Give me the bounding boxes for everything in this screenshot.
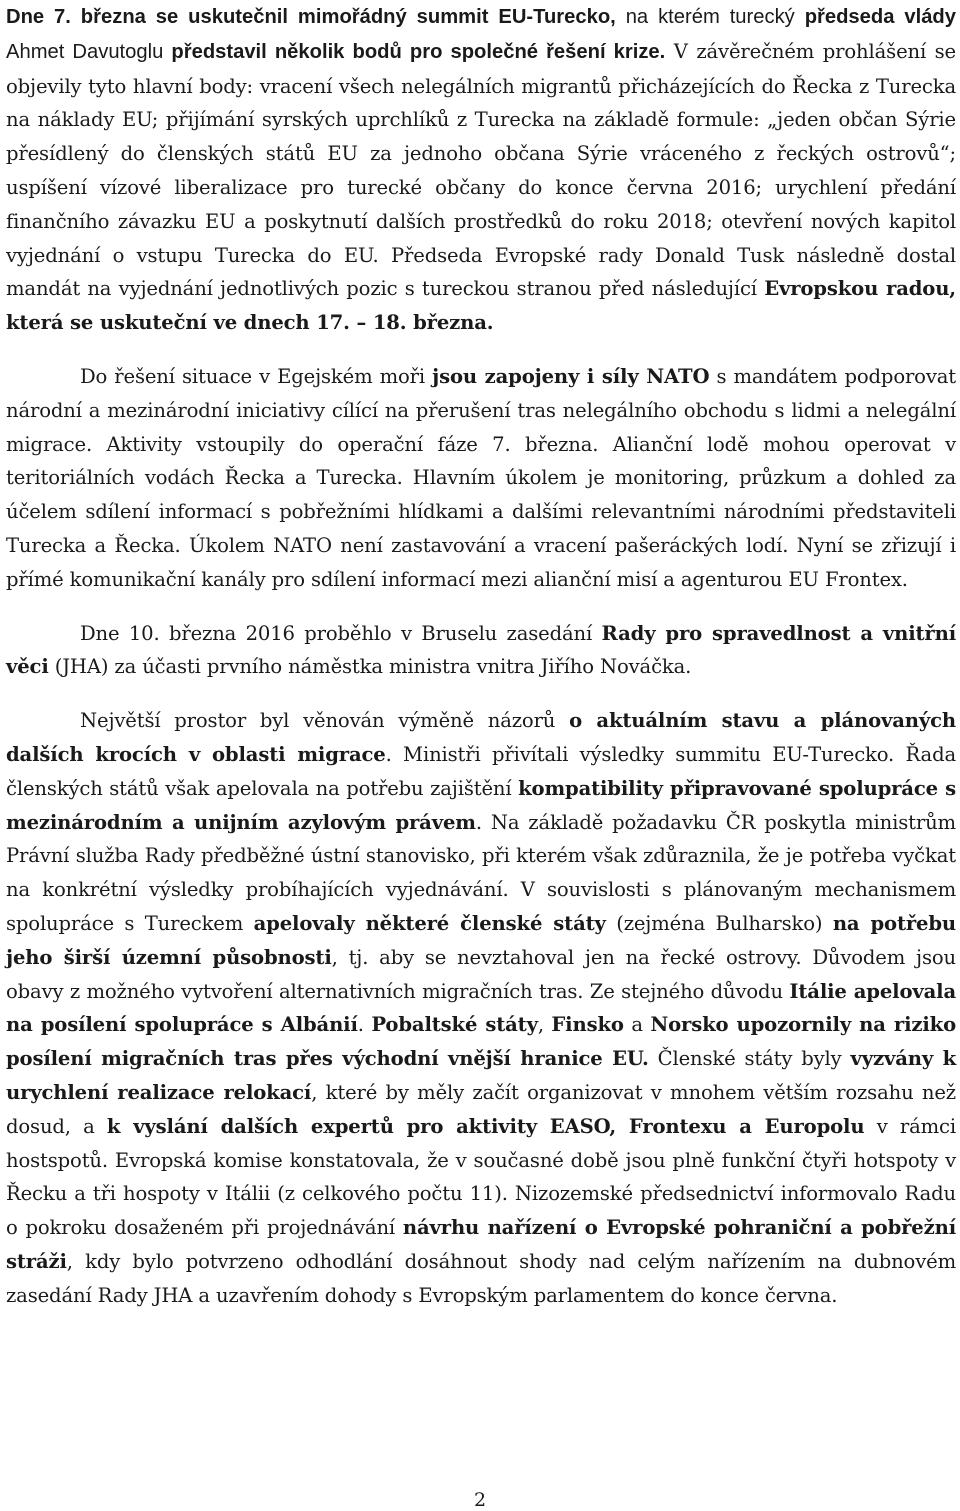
text-segment: v rámci hostspotů. Evropská komise konstatovala, že v současné době jsou plně funkční čtyři hotspoty v Řecku a tři hospoty v Itálii (z celkového počtu 11). Nizozemské předsednictví informovalo Radu o pokroku dosaženém při projednávání [6, 1114, 956, 1240]
text-segment: . Ministři přivítali výsledky summitu EU-Turecko. Řada členských států však apelovala na potřebu zajištění [6, 742, 956, 800]
paragraph-migration-discussion [6, 704, 956, 1312]
paragraph-jha-council [6, 617, 956, 685]
paragraph-nato-aegean [6, 360, 956, 597]
bold-text-segment: Dne 7. března se uskutečnil mimořádný summit EU-Turecko, [6, 6, 616, 28]
text-segment: . Na základě požadavku ČR poskytla ministrům Právní služba Rady předběžné ústní stanovisko, při kterém však zdůraznila, že je potřeba vyčkat na konkrétní výsledky probíhajících vyjednávání. V souvislosti s plánovaným mechanismem spolupráce s Tureckem [6, 810, 956, 935]
text-segment: , tj. aby se nevztahoval jen na řecké ostrovy. Důvodem jsou obavy z možného vytvoření alternativních migračních tras. Ze stejného důvodu [6, 945, 956, 1003]
text-segment: a [623, 1013, 651, 1037]
bold-text-segment: o aktuálním stavu a plánovaných dalších krocích v oblasti migrace [6, 709, 956, 766]
text-segment: Dne 10. března 2016 proběhlo v Bruselu zasedání [80, 621, 602, 645]
text-segment: (zejména Bulharsko) [605, 911, 833, 935]
text-segment: , které by měly začít organizovat v mnohem větším rozsahu než dosud, a [6, 1080, 956, 1138]
text-segment: , [537, 1013, 552, 1037]
page-number: 2 [473, 1489, 487, 1511]
bold-text-segment: Finsko [551, 1013, 624, 1037]
bold-text-segment: kompatibility připravované spolupráce s mezinárodním a unijním azylovým právem [6, 776, 957, 834]
bold-text-segment: Norsko upozornily na riziko posílení migračních tras přes východní vnější hranice EU. [6, 1013, 956, 1071]
text-segment: Členské státy byly [648, 1047, 851, 1071]
bold-text-segment: Rady pro spravedlnost a vnitřní věci [6, 621, 956, 679]
text-segment: (JHA) za účasti prvního náměstka ministra vnitra Jiřího Nováčka. [48, 655, 692, 679]
text-segment: V závěrečném prohlášení se objevily tyto hlavní body: vracení všech nelegálních migrantů přicházejících do Řecka z Turecka na náklady EU; přijímání syrských uprchlíků z Turecka na základě formule: „jeden občan Sýrie přesídlený do členských států EU za jednoho občana Sýrie vráceného z řeckých ostrovů“; uspíšení vízové liberalizace pro turecké občany do konce června 2016; urychlení předání finančního závazku EU a poskytnutí dalších prostředků do roku 2018; otevření nových kapitol vyjednání o vstupu Turecka do EU. Předseda Evropské rady Donald Tusk následně dostal mandát na vyjednání jednotlivých pozic s tureckou stranou před následující [6, 39, 956, 301]
text-segment: Největší prostor byl věnován výměně názorů [80, 709, 570, 733]
bold-text-segment: představil několik bodů pro společné řešení krize. [171, 40, 666, 63]
bold-text-segment: Itálie apelovala na posílení spolupráce s Albánií [6, 979, 956, 1037]
text-segment: na kterém turecký [615, 6, 805, 28]
text-segment: , kdy bylo potvrzeno odhodlání dosáhnout shody nad celým nařízením na dubnovém zasedání Rady JHA a uzavřením dohody s Evropským parlamentem do konce června. [6, 1249, 956, 1307]
text-segment: Ahmet Davutoglu [6, 40, 172, 63]
bold-text-segment: Evropskou radou, která se uskuteční ve dnech 17. – 18. března. [6, 277, 956, 335]
bold-text-segment: vyzvány k urychlení realizace relokací [6, 1047, 957, 1104]
bold-text-segment: Pobaltské státy [371, 1013, 538, 1037]
bold-text-segment: apelovaly některé členské státy [253, 911, 606, 935]
bold-text-segment: návrhu nařízení o Evropské pohraniční a pobřežní stráži [6, 1216, 956, 1273]
bold-text-segment: na potřebu jeho širší územní působnosti [6, 911, 956, 969]
bold-text-segment: k vyslání dalších expertů pro aktivity EASO, Frontexu a Europolu [106, 1114, 865, 1138]
text-segment: s mandátem podporovat národní a mezinárodní iniciativy cílící na přerušení tras nelegálního obchodu s lidmi a nelegální migrace. Aktivity vstoupily do operační fáze 7. března. Alianční lodě mohou operovat v teritoriálních vodách Řecka a Turecka. Hlavním úkolem je monitoring, průzkum a dohled za účelem sdílení informací s pobřežními hlídkami a dalšími relevantními národními představiteli Turecka a Řecka. Úkolem NATO není zastavování a vracení pašeráckých lodí. Nyní se zřizují i přímé komunikační kanály pro sdílení informací mezi alianční misí a agenturou EU Frontex. [6, 364, 956, 591]
bold-text-segment: jsou zapojeny i síly NATO [432, 364, 710, 388]
paragraph-summit-eu-turkey [6, 0, 956, 340]
document-page [6, 0, 956, 1312]
text-segment: . [357, 1013, 372, 1037]
bold-text-segment: předseda vlády [804, 6, 956, 28]
text-segment: Do řešení situace v Egejském moři [80, 364, 433, 388]
